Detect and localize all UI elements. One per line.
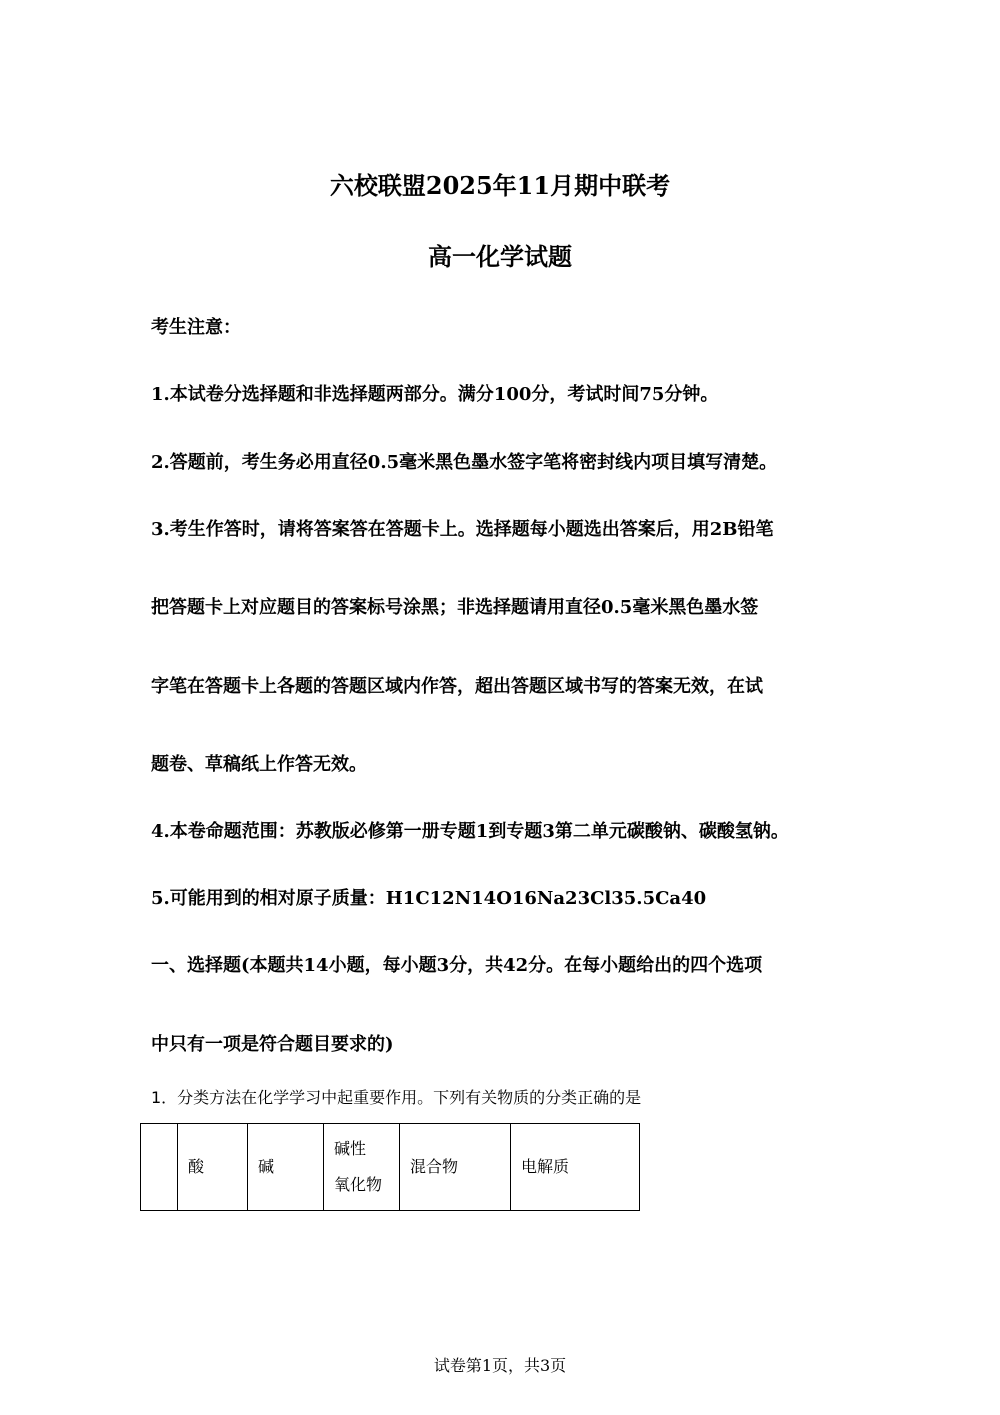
table-header-cell-basic-oxide <box>324 1124 400 1211</box>
table-header-cell-mixture: 混合物 <box>400 1124 511 1211</box>
notice-item-1: 1.本试卷分选择题和非选择题两部分。满分100分，考试时间75分钟。 <box>151 384 719 405</box>
section-heading-line-1: 一、选择题(本题共14小题，每小题3分，共42分。在每小题给出的四个选项 <box>151 955 763 976</box>
table-header-cell-electrolyte: 电解质 <box>511 1124 640 1211</box>
notice-item-3-line-2: 把答题卡上对应题目的答案标号涂黑；非选择题请用直径0.5毫米黑色墨水签 <box>151 597 759 618</box>
table-header-basic-oxide-line-2: 氧化物 <box>334 1175 383 1194</box>
page-footer: 试卷第1页，共3页 <box>433 1356 567 1375</box>
notice-item-3-line-3: 字笔在答题卡上各题的答题区域内作答，超出答题区域书写的答案无效，在试 <box>151 676 763 697</box>
notice-heading: 考生注意： <box>151 317 241 338</box>
exam-subtitle: 高一化学试题 <box>428 242 572 271</box>
table-header-basic-oxide-line-1: 碱性 <box>334 1139 367 1158</box>
notice-item-4: 4.本卷命题范围：苏教版必修第一册专题1到专题3第二单元碳酸钠、碳酸氢钠。 <box>151 821 789 842</box>
table-header-cell-base: 碱 <box>248 1124 324 1211</box>
exam-title: 六校联盟2025年11月期中联考 <box>329 171 671 200</box>
question-1-stem: 1．分类方法在化学学习中起重要作用。下列有关物质的分类正确的是 <box>151 1088 642 1107</box>
table-header-row <box>141 1124 640 1211</box>
notice-item-3-line-1: 3.考生作答时，请将答案答在答题卡上。选择题每小题选出答案后，用2B铅笔 <box>151 519 774 540</box>
table-header-cell-acid: 酸 <box>178 1124 248 1211</box>
notice-item-3-line-4: 题卷、草稿纸上作答无效。 <box>151 754 367 775</box>
table-header-cell-blank <box>141 1124 178 1211</box>
section-heading-line-2: 中只有一项是符合题目要求的) <box>151 1034 394 1055</box>
notice-item-2: 2.答题前，考生务必用直径0.5毫米黑色墨水签字笔将密封线内项目填写清楚。 <box>151 452 778 473</box>
question-1-table <box>140 1123 640 1211</box>
notice-item-5: 5.可能用到的相对原子质量：H1C12N14O16Na23Cl35.5Ca40 <box>151 888 707 909</box>
